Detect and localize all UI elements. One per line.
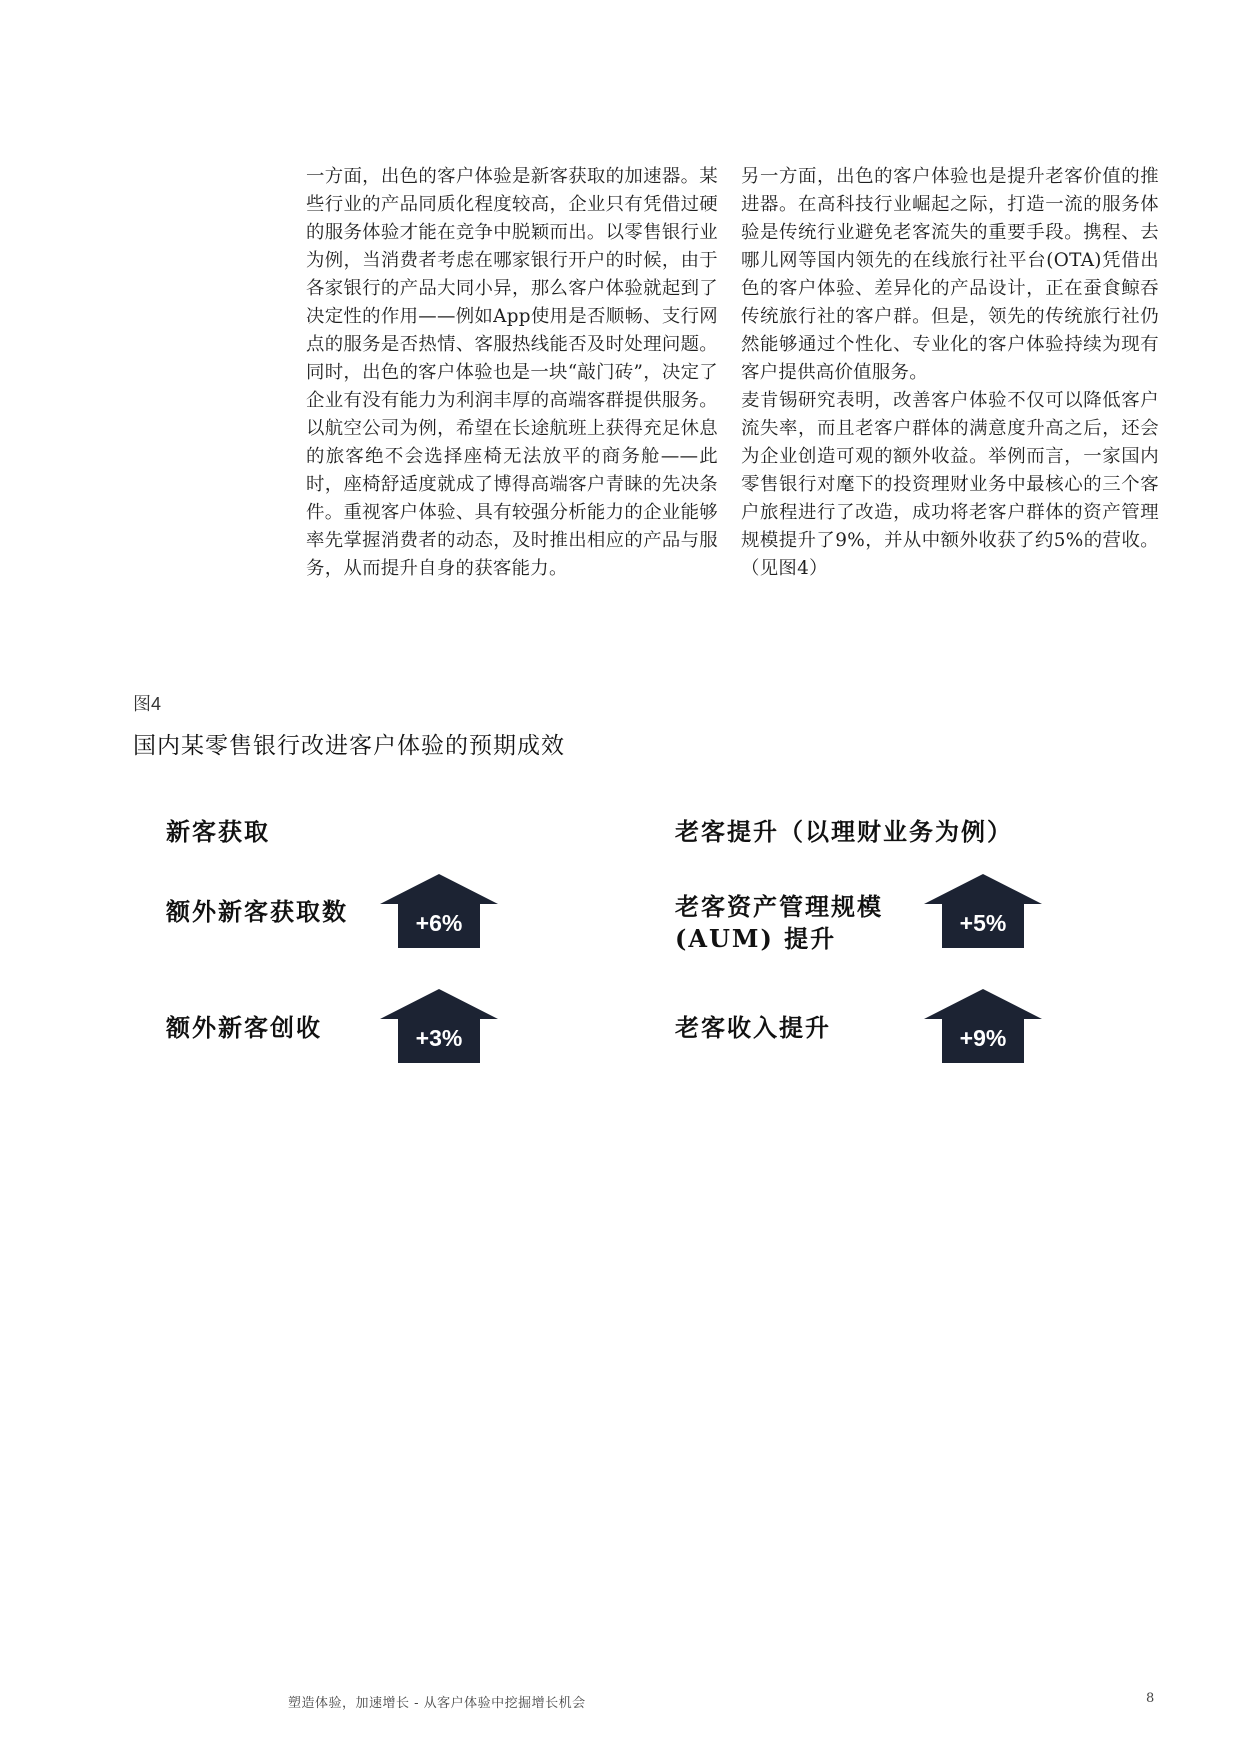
body-column-left	[306, 163, 718, 583]
metric-value: +6%	[415, 910, 463, 936]
up-arrow-icon	[380, 874, 498, 948]
metric-label-line: 老客资产管理规模	[675, 892, 883, 921]
metric-value: +9%	[959, 1025, 1007, 1051]
group-title-existing-customers: 老客提升（以理财业务为例）	[675, 817, 1013, 846]
metric-label-existing-revenue: 老客收入提升	[675, 1013, 831, 1042]
metric-value: +3%	[415, 1025, 463, 1051]
metric-label-new-customer-count: 额外新客获取数	[166, 897, 348, 926]
metric-value: +5%	[959, 910, 1007, 936]
body-paragraph: 另一方面，出色的客户体验也是提升老客价值的推进器。在高科技行业崛起之际，打造一流的服务体验是传统行业避免老客流失的重要手段。携程、去哪儿网等国内领先的在线旅行社平台(OTA)凭借出色的客户体验、差异化的产品设计，正在蚕食鲸吞传统旅行社的客户群。但是，领先的传统旅行社仍然能够通过个性化、专业化的客户体验持续为现有客户提供高价值服务。	[741, 166, 1159, 383]
group-title-new-customers: 新客获取	[166, 817, 270, 846]
up-arrow-icon	[380, 989, 498, 1063]
page-footer: 塑造体验，加速增长 - 从客户体验中挖掘增长机会	[288, 1696, 586, 1711]
body-paragraph: 一方面，出色的客户体验是新客获取的加速器。某些行业的产品同质化程度较高，企业只有凭借过硬的服务体验才能在竞争中脱颖而出。以零售银行业为例，当消费者考虑在哪家银行开户的时候，由于各家银行的产品大同小异，那么客户体验就起到了决定性的作用——例如App使用是否顺畅、支行网点的服务是否热情、客服热线能否及时处理问题。同时，出色的客户体验也是一块“敲门砖”，决定了企业有没有能力为利润丰厚的高端客群提供服务。以航空公司为例，希望在长途航班上获得充足休息的旅客绝不会选择座椅无法放平的商务舱——此时，座椅舒适度就成了博得高端客户青睐的先决条件。重视客户体验、具有较强分析能力的企业能够率先掌握消费者的动态，及时推出相应的产品与服务，从而提升自身的获客能力。	[306, 166, 718, 579]
figure-title: 国内某零售银行改进客户体验的预期成效	[133, 733, 565, 759]
metric-label-new-customer-revenue: 额外新客创收	[166, 1013, 322, 1042]
up-arrow-icon	[924, 874, 1042, 948]
figure-label: 图4	[133, 694, 162, 714]
page-number: 8	[1146, 1691, 1155, 1706]
metric-label-aum	[675, 891, 883, 955]
up-arrow-icon	[924, 989, 1042, 1063]
body-column-right	[741, 163, 1159, 583]
body-paragraph: 麦肯锡研究表明，改善客户体验不仅可以降低客户流失率，而且老客户群体的满意度升高之后，还会为企业创造可观的额外收益。举例而言，一家国内零售银行对麾下的投资理财业务中最核心的三个客户旅程进行了改造，成功将老客户群体的资产管理规模提升了9%，并从中额外收获了约5%的营收。（见图4）	[741, 390, 1159, 579]
metric-label-line: (AUM) 提升	[675, 924, 837, 953]
